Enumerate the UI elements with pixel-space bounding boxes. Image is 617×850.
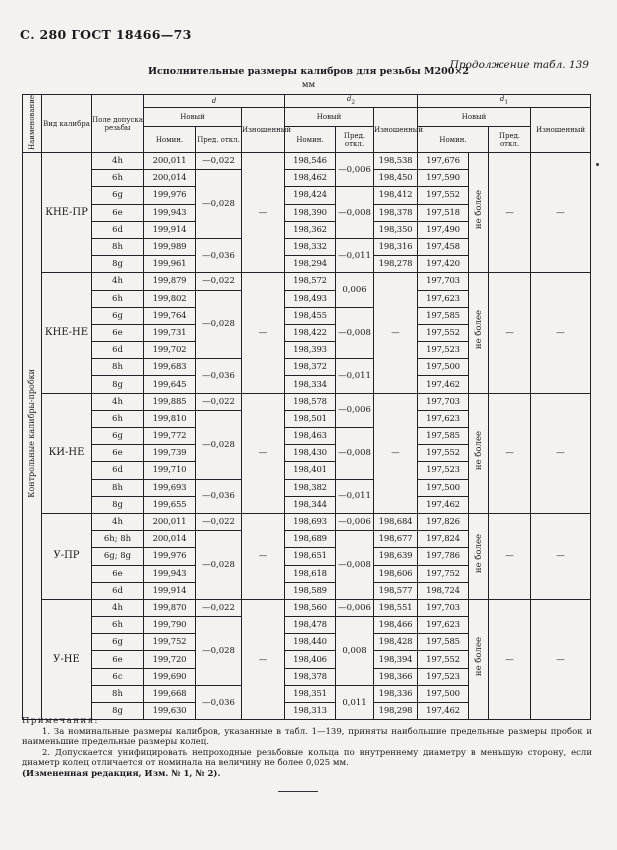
col-vid-header: Вид калибра [42,95,92,153]
d1-nom-cell: 197,458 [418,238,469,255]
tol-cell: 4h [92,153,144,170]
d1-nom-cell: 197,500 [418,685,469,702]
d1-nom-cell: 197,523 [418,462,469,479]
d-nom-cell: 199,914 [144,221,196,238]
d2-nom-cell: 198,332 [285,238,336,255]
d2-nom-cell: 198,393 [285,342,336,359]
d1-nom-cell: 197,752 [418,565,469,582]
d1-nom-cell: 197,676 [418,153,469,170]
d1-izn-header: Изношенный [531,108,591,153]
d1-nom-cell: 197,420 [418,256,469,273]
d1-nom-cell: 197,590 [418,170,469,187]
d2-izn-cell: 198,551 [374,599,418,616]
d2-nom-cell: 198,424 [285,187,336,204]
ne-bolee-cell: не более [469,599,489,719]
d2-nom-cell: 198,378 [285,668,336,685]
d-nom-cell: 199,645 [144,376,196,393]
d2-pred-cell: —0,008 [336,428,374,480]
tol-cell: 8g [92,703,144,720]
d1-izn-cell: — [531,153,591,273]
d1-nom-cell: 197,523 [418,342,469,359]
d-nom-cell: 199,720 [144,651,196,668]
tol-cell: 8h [92,359,144,376]
d1-nom-cell: 197,500 [418,479,469,496]
ne-bolee-cell: не более [469,393,489,513]
d1-nom-cell: 197,462 [418,496,469,513]
note-1: 1. За номинальные размеры калибров, указанные в табл. 1—139, приняты наибольшие предельные размеры пробок и наименьшие предельные размеры колец. [22,726,592,747]
table-row [23,273,591,290]
table-row [23,393,591,410]
d-pred-cell: —0,028 [196,410,242,479]
d-nom-cell: 200,014 [144,531,196,548]
d2-nom-cell: 198,334 [285,376,336,393]
d2-izn-cell: 198,606 [374,565,418,582]
d-nom-cell: 199,655 [144,496,196,513]
d2-nom-cell: 198,401 [285,462,336,479]
tol-cell: 4h [92,273,144,290]
d-nom-cell: 199,802 [144,290,196,307]
d1-izn-cell: — [531,393,591,513]
d2-pred-cell: —0,006 [336,153,374,187]
d-noviy-header: Новый [144,108,242,127]
d2-nom-cell: 198,430 [285,445,336,462]
d2-nom-cell: 198,382 [285,479,336,496]
d-nom-cell: 199,989 [144,238,196,255]
d1-pred-cell: — [489,513,531,599]
d1-izn-cell: — [531,599,591,719]
d-pred-cell: —0,036 [196,685,242,719]
tol-cell: 6e [92,204,144,221]
d-nom-cell: 199,976 [144,187,196,204]
d2-nom-cell: 198,463 [285,428,336,445]
d2-nom-cell: 198,546 [285,153,336,170]
footer-rule [278,791,318,792]
note-2: 2. Допускается унифицировать непроходные резьбовые кольца по внутреннему диаметру в меньшую сторону, если диаметр колец отличается от номинала на величину не более 0,025 мм. [22,747,592,768]
d2-pred-cell: —0,006 [336,599,374,616]
d1-nom-header: Номин. [418,127,489,153]
d-nom-cell: 199,752 [144,634,196,651]
d-izn-header: Изношенный [242,108,285,153]
col-d-header: d [144,95,285,108]
tol-cell: 6g [92,187,144,204]
d1-noviy-header: Новый [418,108,531,127]
d2-pred-cell: —0,011 [336,238,374,272]
d-pred-cell: —0,028 [196,617,242,686]
d1-nom-cell: 198,724 [418,582,469,599]
d2-izn-cell: 198,298 [374,703,418,720]
ne-bolee-cell: не более [469,273,489,393]
tol-cell: 6e [92,651,144,668]
page-header: С. 280 ГОСТ 18466—73 [20,27,192,42]
d2-nom-cell: 198,422 [285,324,336,341]
tol-cell: 6e [92,565,144,582]
tol-cell: 6d [92,342,144,359]
d-izn-cell: — [242,513,285,599]
d2-nom-cell: 198,578 [285,393,336,410]
ne-bolee-cell: не более [469,153,489,273]
tol-cell: 4h [92,513,144,530]
d1-nom-cell: 197,490 [418,221,469,238]
d2-nom-cell: 198,294 [285,256,336,273]
d2-nom-cell: 198,455 [285,307,336,324]
d1-nom-cell: 197,585 [418,428,469,445]
d2-pred-cell: —0,011 [336,359,374,393]
d-izn-cell: — [242,273,285,393]
d-nom-cell: 199,683 [144,359,196,376]
tol-cell: 6g [92,634,144,651]
tol-cell: 8g [92,376,144,393]
tol-cell: 4h [92,599,144,616]
d-pred-cell: —0,036 [196,479,242,513]
d1-nom-cell: 197,518 [418,204,469,221]
d1-nom-cell: 197,623 [418,617,469,634]
d-nom-cell: 199,943 [144,565,196,582]
d-nom-cell: 199,879 [144,273,196,290]
d2-pred-cell: —0,006 [336,393,374,427]
d1-nom-cell: 197,552 [418,651,469,668]
d2-izn-cell: 198,639 [374,548,418,565]
d-pred-header: Пред. откл. [196,127,242,153]
d-nom-cell: 199,772 [144,428,196,445]
d1-pred-cell: — [489,599,531,719]
d2-izn-cell: 198,278 [374,256,418,273]
d1-nom-cell: 197,623 [418,290,469,307]
d-pred-cell: —0,022 [196,153,242,170]
tol-cell: 8h [92,685,144,702]
d2-nom-cell: 198,362 [285,221,336,238]
tol-cell: 6h; 8h [92,531,144,548]
d-pred-cell: —0,022 [196,273,242,290]
d-pred-cell: —0,022 [196,599,242,616]
d-izn-cell: — [242,599,285,719]
d-pred-cell: —0,028 [196,531,242,600]
d1-nom-cell: 197,500 [418,359,469,376]
d1-pred-cell: — [489,153,531,273]
tol-cell: 8h [92,479,144,496]
d-nom-cell: 199,693 [144,479,196,496]
d-pred-cell: —0,036 [196,359,242,393]
d2-izn-cell: 198,366 [374,668,418,685]
d1-nom-cell: 197,703 [418,599,469,616]
d2-izn-cell: 198,450 [374,170,418,187]
tol-cell: 6g [92,428,144,445]
d2-pred-cell: —0,011 [336,479,374,513]
d2-nom-cell: 198,344 [285,496,336,513]
tol-cell: 6h [92,290,144,307]
tol-cell: 6d [92,462,144,479]
d-nom-cell: 199,710 [144,462,196,479]
d2-pred-cell: —0,006 [336,513,374,530]
d-nom-cell: 199,870 [144,599,196,616]
tol-cell: 8h [92,238,144,255]
tol-cell: 6h [92,410,144,427]
col-d2-header: $d_2$ [285,95,418,108]
d2-nom-cell: 198,390 [285,204,336,221]
tol-cell: 4h [92,393,144,410]
d-nom-cell: 199,690 [144,668,196,685]
d-nom-cell: 200,011 [144,513,196,530]
tol-cell: 6g [92,307,144,324]
tol-cell: 6h [92,617,144,634]
d1-nom-cell: 197,462 [418,703,469,720]
d2-noviy-header: Новый [285,108,374,127]
d2-izn-cell: 198,684 [374,513,418,530]
table-title: Исполнительные размеры калибров для резьбы М200×2 [148,66,469,77]
col-pole-header: Поле допуска резьбы [92,95,144,153]
d1-nom-cell: 197,703 [418,273,469,290]
tol-cell: 6d [92,582,144,599]
table-row [23,599,591,616]
tol-cell: 6d [92,221,144,238]
d1-pred-header: Пред. откл. [489,127,531,153]
d2-izn-cell: 198,378 [374,204,418,221]
d1-pred-cell: — [489,273,531,393]
d-pred-cell: —0,036 [196,238,242,272]
caliber-name: КНЕ-ПР [42,153,92,273]
d-izn-cell: — [242,153,285,273]
d2-izn-cell: 198,466 [374,617,418,634]
d-nom-cell: 199,976 [144,548,196,565]
d1-nom-cell: 197,826 [418,513,469,530]
d2-pred-cell: —0,008 [336,187,374,239]
d-pred-cell: —0,022 [196,393,242,410]
tol-cell: 6h [92,170,144,187]
tol-cell: 8g [92,256,144,273]
unit-label: мм [301,80,316,90]
d2-nom-cell: 198,651 [285,548,336,565]
d2-izn-cell: 198,316 [374,238,418,255]
d-nom-cell: 199,731 [144,324,196,341]
d2-pred-cell: —0,008 [336,307,374,359]
table-row [23,513,591,530]
d1-nom-cell: 197,585 [418,307,469,324]
d2-pred-cell: 0,006 [336,273,374,307]
notes-section [22,716,592,779]
d1-nom-cell: 197,462 [418,376,469,393]
d2-izn-cell: 198,538 [374,153,418,170]
d1-pred-cell: — [489,393,531,513]
d-nom-header: Номин. [144,127,196,153]
d-nom-cell: 199,764 [144,307,196,324]
d2-nom-header: Номин. [285,127,336,153]
d1-nom-cell: 197,703 [418,393,469,410]
d-nom-cell: 199,885 [144,393,196,410]
d-pred-cell: —0,022 [196,513,242,530]
d2-izn-header: Изношенный [374,108,418,153]
d1-nom-cell: 197,824 [418,531,469,548]
d-nom-cell: 199,810 [144,410,196,427]
d2-pred-header: Пред. откл. [336,127,374,153]
d-nom-cell: 199,943 [144,204,196,221]
d2-pred-cell: —0,008 [336,531,374,600]
col-d1-header: $d_1$ [418,95,591,108]
caliber-name: КНЕ-НЕ [42,273,92,393]
d-nom-cell: 199,961 [144,256,196,273]
d-nom-cell: 199,790 [144,617,196,634]
d2-pred-cell: 0,011 [336,685,374,719]
tol-cell: 6e [92,324,144,341]
d2-izn-cell: 198,350 [374,221,418,238]
d1-izn-cell: — [531,513,591,599]
d-nom-cell: 200,014 [144,170,196,187]
d-nom-cell: 199,702 [144,342,196,359]
d2-nom-cell: 198,406 [285,651,336,668]
d2-nom-cell: 198,351 [285,685,336,702]
calibers-table [22,94,591,720]
d-nom-cell: 200,011 [144,153,196,170]
d2-nom-cell: 198,618 [285,565,336,582]
tol-cell: 6g; 8g [92,548,144,565]
d2-nom-cell: 198,493 [285,290,336,307]
d2-izn-cell: 198,577 [374,582,418,599]
d1-nom-cell: 197,623 [418,410,469,427]
group-label: Контрольные калибры-пробки [23,153,42,720]
d1-nom-cell: 197,552 [418,187,469,204]
caliber-name: У-ПР [42,513,92,599]
d2-nom-cell: 198,589 [285,582,336,599]
d2-izn-cell: 198,428 [374,634,418,651]
d-pred-cell: —0,028 [196,170,242,239]
d-pred-cell: —0,028 [196,290,242,359]
d2-izn-cell: — [374,393,418,513]
d1-nom-cell: 197,585 [418,634,469,651]
d1-nom-cell: 197,552 [418,324,469,341]
d1-izn-cell: — [531,273,591,393]
continuation-label: Продолжение табл. 139 [449,59,589,71]
d-izn-cell: — [242,393,285,513]
d2-nom-cell: 198,689 [285,531,336,548]
d2-izn-cell: 198,336 [374,685,418,702]
tol-cell: 6e [92,445,144,462]
table-row [23,153,591,170]
d2-nom-cell: 198,372 [285,359,336,376]
d-nom-cell: 199,914 [144,582,196,599]
notes-heading: Примечания: [22,716,99,726]
d2-nom-cell: 198,693 [285,513,336,530]
d-nom-cell: 199,739 [144,445,196,462]
d2-pred-cell: 0,008 [336,617,374,686]
d-nom-cell: 199,630 [144,703,196,720]
d2-izn-cell: 198,394 [374,651,418,668]
ne-bolee-cell: не более [469,513,489,599]
d2-nom-cell: 198,313 [285,703,336,720]
d2-nom-cell: 198,572 [285,273,336,290]
caliber-name: КИ-НЕ [42,393,92,513]
d2-nom-cell: 198,440 [285,634,336,651]
edition-note: (Измененная редакция, Изм. № 1, № 2). [22,768,221,779]
margin-dot [596,163,599,166]
d2-nom-cell: 198,462 [285,170,336,187]
d2-nom-cell: 198,501 [285,410,336,427]
d1-nom-cell: 197,552 [418,445,469,462]
col-naim-header: Наименование [23,95,42,153]
d2-nom-cell: 198,560 [285,599,336,616]
d2-izn-cell: 198,677 [374,531,418,548]
d1-nom-cell: 197,523 [418,668,469,685]
d-nom-cell: 199,668 [144,685,196,702]
d2-izn-cell: — [374,273,418,393]
d1-nom-cell: 197,786 [418,548,469,565]
d2-izn-cell: 198,412 [374,187,418,204]
caliber-name: У-НЕ [42,599,92,719]
tol-cell: 6c [92,668,144,685]
tol-cell: 8g [92,496,144,513]
d2-nom-cell: 198,478 [285,617,336,634]
